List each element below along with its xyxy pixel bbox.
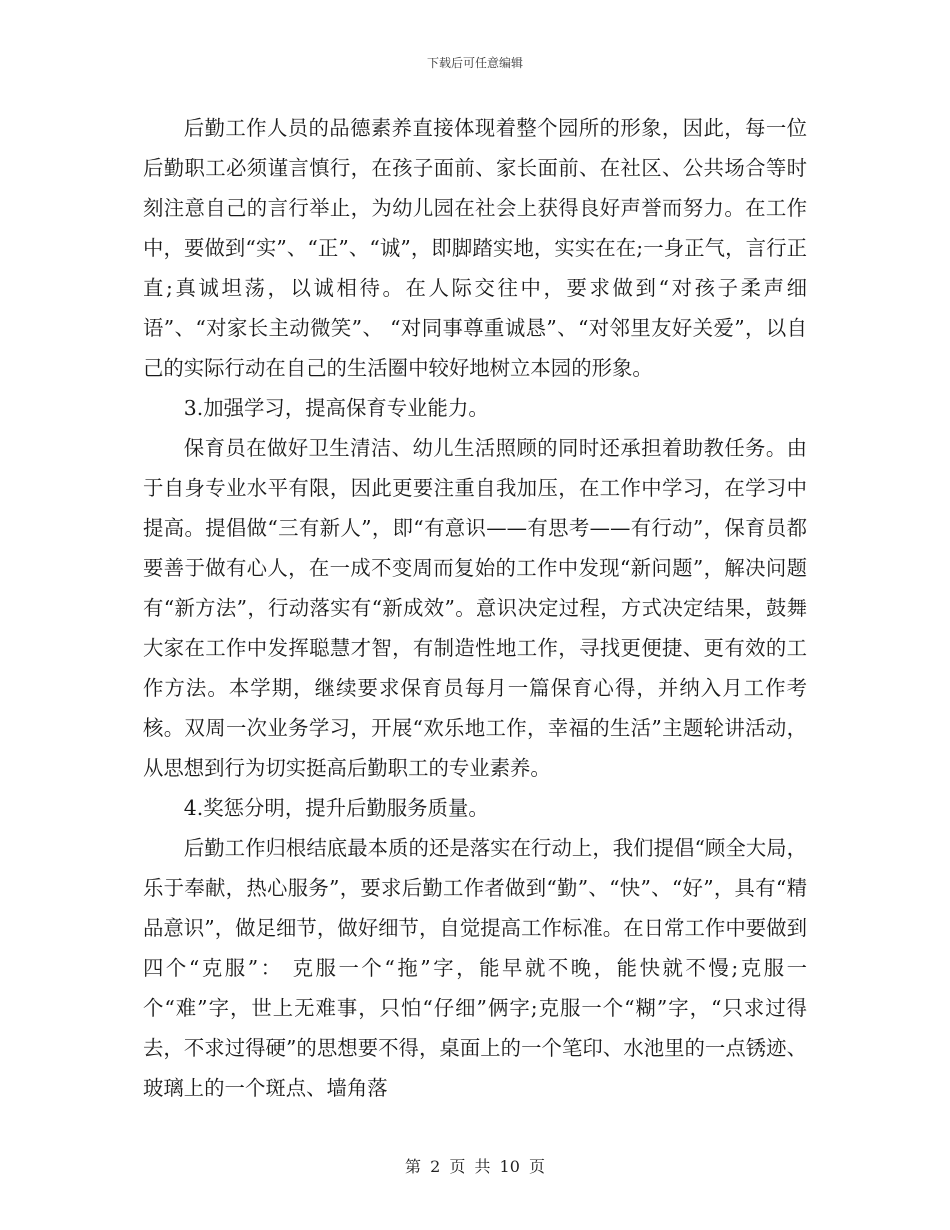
page-number: 第 2 页 共 10 页: [405, 1157, 545, 1176]
paragraph-learning: 保育员在做好卫生清洁、幼儿生活照顾的同时还承担着助教任务。由于自身专业水平有限，因此更要注重自我加压，在工作中学习，在学习中提高。提倡做“三有新人”，即“有意识——有思考——有行动”，保育员都要善于做有心人，在一成不变周而复始的工作中发现“新问题”，解决问题有“新方法”，行动落实有“新成效”。意识决定过程，方式决定结果，鼓舞大家在工作中发挥聪慧才智，有制造性地工作，寻找更便捷、更有效的工作方法。本学期，继续要求保育员每月一篇保育心得，并纳入月工作考核。双周一次业务学习，开展“欢乐地工作，幸福的生活”主题轮讲活动，从思想到行为切实挺高后勤职工的专业素养。: [143, 436, 807, 780]
paragraph-service-quality: 后勤工作归根结底最本质的还是落实在行动上，我们提倡“顾全大局，乐于奉献，热心服务”，要求后勤工作者做到“勤”、“快”、“好”，具有“精品意识”，做足细节，做好细节，自觉提高工作标准。在日常工作中要做到四个“克服”： 克服一个“拖”字，能早就不晚，能快就不慢;克服一个“难”字，世上无难事，只怕“仔细”俩字;克服一个“糊”字，“只求过得去，不求过得硬”的思想要不得，桌面上的一个笔印、水池里的一点锈迹、玻璃上的一个斑点、墙角落: [143, 836, 807, 1100]
header-note: 下载后可任意编辑: [426, 56, 523, 70]
section-heading-4: 4.奖惩分明，提升后勤服务质量。: [183, 796, 489, 820]
paragraph-conduct: 后勤工作人员的品德素养直接体现着整个园所的形象，因此，每一位后勤职工必须谨言慎行，在孩子面前、家长面前、在社区、公共场合等时刻注意自己的言行举止，为幼儿园在社会上获得良好声誉而努力。在工作中，要做到“实”、“正”、“诚”，即脚踏实地，实实在在;一身正气，言行正直;真诚坦荡，以诚相待。在人际交往中，要求做到“对孩子柔声细语”、“对家长主动微笑”、 “对同事尊重诚恳”、“对邻里友好关爱”，以自己的实际行动在自己的生活圈中较好地树立本园的形象。: [143, 116, 807, 380]
section-heading-3: 3.加强学习，提高保育专业能力。: [183, 396, 489, 420]
document-body: [143, 108, 807, 1108]
